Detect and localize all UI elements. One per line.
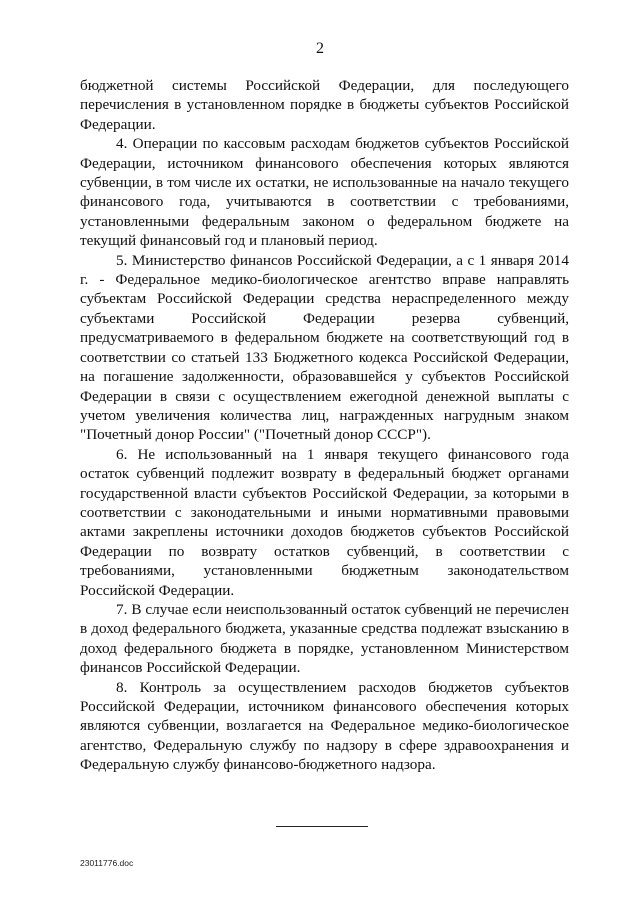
paragraph-item-8: 8. Контроль за осуществлением расходов бюджетов субъектов Российской Федерации, источником финансового обеспечения которых являются субвенции, возлагается на Федеральное медико-биологическое агентство, Федеральную службу по надзору в сфере здравоохранения и Федеральную службу финансово-бюджетного надзора. [80,678,569,774]
paragraph-item-7: 7. В случае если неиспользованный остаток субвенций не перечислен в доход федерального бюджета, указанные средства подлежат взысканию в доход федерального бюджета в порядке, установленном Министерством финансов Российской Федерации. [80,600,569,677]
page-number: 2 [316,40,324,57]
document-body [80,76,569,775]
paragraph-item-6: 6. Не использованный на 1 января текущего финансового года остаток субвенций подлежит возврату в федеральный бюджет органами государственной власти субъектов Российской Федерации, за которыми в соответствии с законодательными и иными нормативными правовыми актами закреплены источники доходов бюджетов субъектов Российской Федерации по возврату остатков субвенций, в соответствии с требованиями, установленными бюджетным законодательством Российской Федерации. [80,445,569,599]
paragraph-item-5: 5. Министерство финансов Российской Федерации, а с 1 января 2014 г. - Федеральное медико-биологическое агентство вправе направлять субъектам Российской Федерации средства нераспределенного между субъектами Российской Федерации резерва субвенций, предусматриваемого в федеральном бюджете на соответствующий год в соответствии со статьей 133 Бюджетного кодекса Российской Федерации, на погашение задолженности, образовавшейся у субъектов Российской Федерации в связи с осуществлением ежегодной денежной выплаты с учетом увеличения количества лиц, награжденных нагрудным знаком "Почетный донор России" ("Почетный донор СССР"). [80,251,569,444]
document-file-code: 23011776.doc [80,858,134,868]
end-separator-line [276,826,368,827]
paragraph-continuation: бюджетной системы Российской Федерации, для последующего перечисления в установленном порядке в бюджеты субъектов Российской Федерации. [80,77,569,133]
paragraph-item-4: 4. Операции по кассовым расходам бюджетов субъектов Российской Федерации, источником финансового обеспечения которых являются субвенции, в том числе их остатки, не использованные на начало текущего финансового года, учитываются в соответствии с требованиями, установленными федеральным законом о федеральном бюджете на текущий финансовый год и плановый период. [80,135,569,250]
